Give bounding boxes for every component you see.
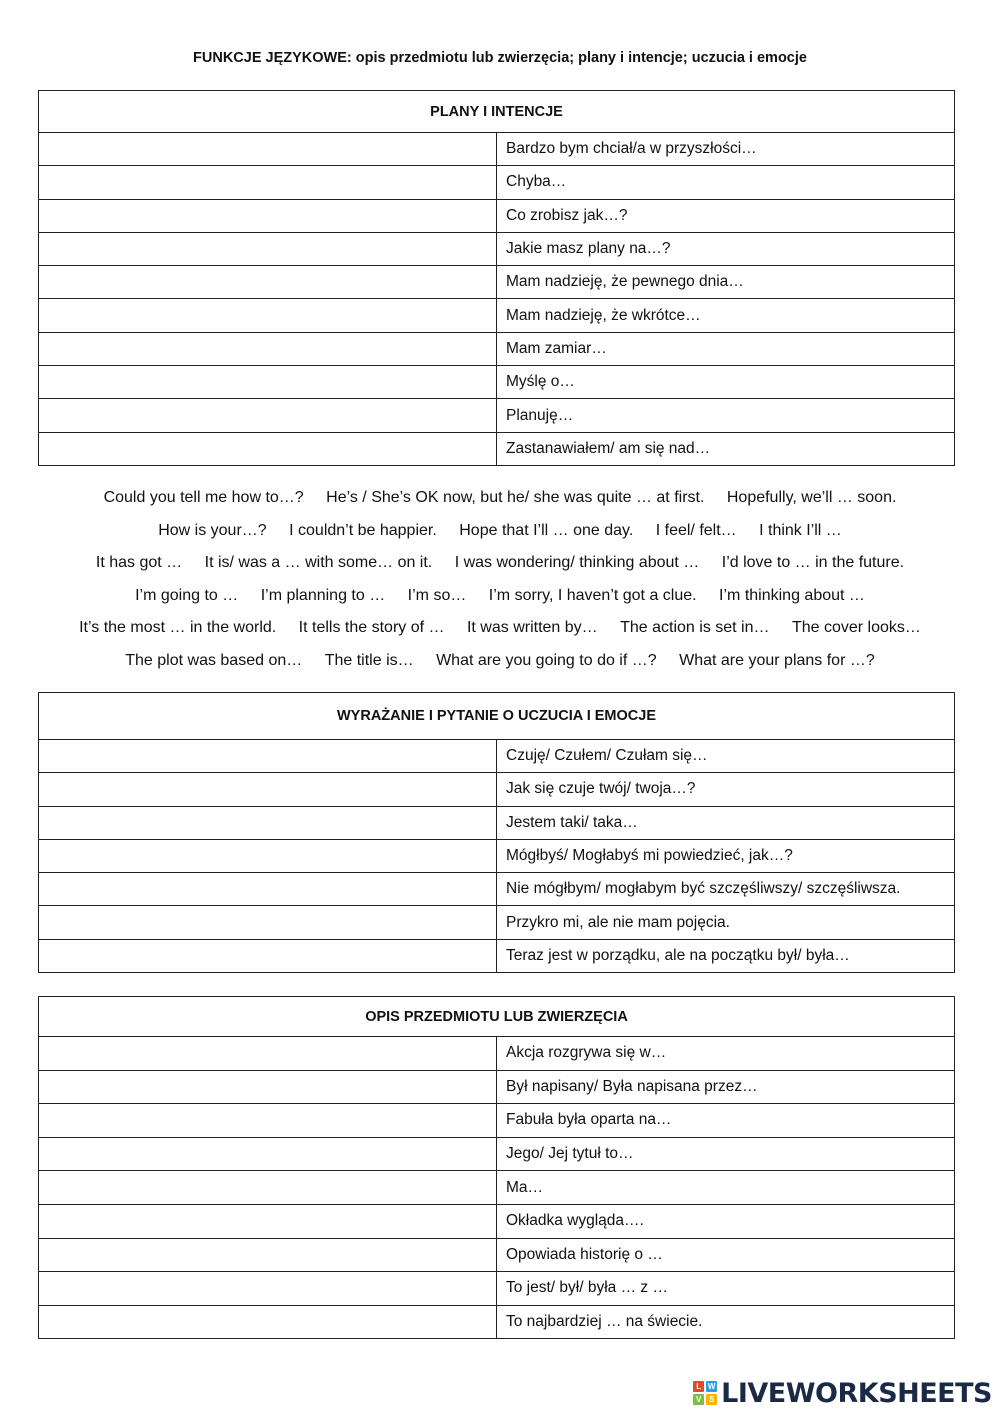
phrase-cell: Co zrobisz jak…? <box>497 199 955 232</box>
table-row <box>39 939 955 972</box>
table-row <box>39 1305 955 1339</box>
word-bank-line <box>0 515 1000 548</box>
word-bank-phrase[interactable]: I was wondering/ thinking about … <box>454 554 700 572</box>
word-bank-phrase[interactable]: The action is set in… <box>620 619 770 637</box>
phrase-cell: To jest/ był/ była … z … <box>497 1272 955 1306</box>
phrase-cell: Opowiada historię o … <box>497 1238 955 1272</box>
answer-cell[interactable] <box>39 199 497 232</box>
word-bank-phrase[interactable]: Hope that I’ll … one day. <box>459 521 634 539</box>
answer-cell[interactable] <box>39 1171 497 1205</box>
phrase-cell: Zastanawiałem/ am się nad… <box>497 432 955 465</box>
table-row <box>39 1204 955 1238</box>
word-bank-phrase[interactable]: Could you tell me how to…? <box>103 489 304 506</box>
phrase-cell: Bardzo bym chciał/a w przyszłości… <box>497 133 955 166</box>
phrase-cell: Nie mógłbym/ mogłabym być szczęśliwszy/ szczęśliwsza. <box>497 873 955 906</box>
logo-block: V <box>693 1394 704 1405</box>
phrase-cell: Czuję/ Czułem/ Czułam się… <box>497 740 955 773</box>
phrase-cell: Akcja rozgrywa się w… <box>497 1037 955 1071</box>
phrase-cell: Mógłbyś/ Mogłabyś mi powiedzieć, jak…? <box>497 839 955 872</box>
logo-block: S <box>706 1394 717 1405</box>
table-row <box>39 266 955 299</box>
word-bank-phrase[interactable]: It is/ was a … with some… on it. <box>204 554 433 572</box>
word-bank-phrase[interactable]: I’m sorry, I haven’t got a clue. <box>488 586 697 604</box>
logo-block: L <box>693 1381 704 1392</box>
answer-cell[interactable] <box>39 266 497 299</box>
word-bank-phrase[interactable]: I’m so… <box>407 586 467 604</box>
answer-cell[interactable] <box>39 1204 497 1238</box>
table-row <box>39 1104 955 1138</box>
word-bank-phrase[interactable]: I’d love to … in the future. <box>721 554 905 572</box>
description-table <box>38 996 955 1339</box>
phrase-cell: Przykro mi, ale nie mam pojęcia. <box>497 906 955 939</box>
phrase-cell: Jego/ Jej tytuł to… <box>497 1137 955 1171</box>
answer-cell[interactable] <box>39 133 497 166</box>
table-row <box>39 133 955 166</box>
word-bank-phrase[interactable]: What are your plans for …? <box>679 651 875 669</box>
answer-cell[interactable] <box>39 432 497 465</box>
phrase-cell: Mam nadzieję, że pewnego dnia… <box>497 266 955 299</box>
word-bank-line <box>0 482 1000 515</box>
table-row <box>39 232 955 265</box>
answer-cell[interactable] <box>39 1137 497 1171</box>
table-row <box>39 199 955 232</box>
answer-cell[interactable] <box>39 232 497 265</box>
word-bank-phrase[interactable]: What are you going to do if …? <box>436 651 657 669</box>
word-bank-line <box>0 547 1000 580</box>
liveworksheets-logo[interactable] <box>693 1376 992 1410</box>
page-title: FUNKCJE JĘZYKOWE: opis przedmiotu lub zwierzęcia; plany i intencje; uczucia i emocje <box>193 50 807 66</box>
phrase-cell: To najbardziej … na świecie. <box>497 1305 955 1339</box>
table-row <box>39 1070 955 1104</box>
table-row <box>39 166 955 199</box>
word-bank-phrase[interactable]: It was written by… <box>466 619 598 637</box>
answer-cell[interactable] <box>39 1272 497 1306</box>
answer-cell[interactable] <box>39 1238 497 1272</box>
word-bank-phrase[interactable]: He’s / She’s OK now, but he/ she was quite … at first. <box>326 489 705 506</box>
word-bank-phrase[interactable]: I’m thinking about … <box>719 586 865 604</box>
logo-blocks-icon <box>693 1381 717 1405</box>
answer-cell[interactable] <box>39 773 497 806</box>
answer-cell[interactable] <box>39 332 497 365</box>
phrase-cell: Był napisany/ Była napisana przez… <box>497 1070 955 1104</box>
table-row <box>39 1137 955 1171</box>
word-bank-line <box>0 612 1000 645</box>
answer-cell[interactable] <box>39 1037 497 1071</box>
word-bank-phrase[interactable]: How is your…? <box>158 521 267 539</box>
phrase-cell: Jakie masz plany na…? <box>497 232 955 265</box>
answer-cell[interactable] <box>39 299 497 332</box>
word-bank-phrase[interactable]: It’s the most … in the world. <box>79 619 277 637</box>
phrase-cell: Ma… <box>497 1171 955 1205</box>
phrase-cell: Planuję… <box>497 399 955 432</box>
word-bank-line <box>0 645 1000 678</box>
answer-cell[interactable] <box>39 366 497 399</box>
section-heading: PLANY I INTENCJE <box>39 91 955 133</box>
table-row <box>39 906 955 939</box>
word-bank-phrase[interactable]: The title is… <box>324 651 414 669</box>
table-row <box>39 399 955 432</box>
word-bank-line <box>0 580 1000 613</box>
answer-cell[interactable] <box>39 939 497 972</box>
phrase-cell: Mam zamiar… <box>497 332 955 365</box>
answer-cell[interactable] <box>39 166 497 199</box>
word-bank-phrase[interactable]: The cover looks… <box>791 619 921 637</box>
table-row <box>39 773 955 806</box>
table-row <box>39 839 955 872</box>
answer-cell[interactable] <box>39 399 497 432</box>
feelings-table <box>38 692 955 973</box>
answer-cell[interactable] <box>39 839 497 872</box>
answer-cell[interactable] <box>39 1305 497 1339</box>
table-row <box>39 740 955 773</box>
word-bank-phrase[interactable]: I’m planning to … <box>260 586 386 604</box>
table-row <box>39 1238 955 1272</box>
phrase-cell: Jestem taki/ taka… <box>497 806 955 839</box>
answer-cell[interactable] <box>39 1104 497 1138</box>
phrase-cell: Myślę o… <box>497 366 955 399</box>
word-bank <box>0 482 1000 678</box>
word-bank-phrase[interactable]: I’m going to … <box>135 586 239 604</box>
word-bank-phrase[interactable]: I couldn’t be happier. <box>289 521 437 539</box>
section-heading: WYRAŻANIE I PYTANIE O UCZUCIA I EMOCJE <box>39 693 955 740</box>
phrase-cell: Chyba… <box>497 166 955 199</box>
table-row <box>39 873 955 906</box>
table-row <box>39 1037 955 1071</box>
logo-text: LIVEWORKSHEETS <box>721 1377 992 1409</box>
phrase-cell: Mam nadzieję, że wkrótce… <box>497 299 955 332</box>
answer-cell[interactable] <box>39 906 497 939</box>
plans-table <box>38 90 955 466</box>
word-bank-phrase[interactable]: Hopefully, we’ll … soon. <box>726 489 897 506</box>
word-bank-phrase[interactable]: I think I’ll … <box>759 521 842 539</box>
table-row <box>39 806 955 839</box>
table-row <box>39 1272 955 1306</box>
word-bank-phrase[interactable]: It tells the story of … <box>298 619 445 637</box>
answer-cell[interactable] <box>39 1070 497 1104</box>
answer-cell[interactable] <box>39 806 497 839</box>
word-bank-phrase[interactable]: I feel/ felt… <box>655 521 737 539</box>
table-row <box>39 299 955 332</box>
table-row <box>39 1171 955 1205</box>
table-row <box>39 366 955 399</box>
logo-block: W <box>707 1382 716 1391</box>
phrase-cell: Okładka wygląda…. <box>497 1204 955 1238</box>
phrase-cell: Fabuła była oparta na… <box>497 1104 955 1138</box>
word-bank-phrase[interactable]: It has got … <box>95 554 183 572</box>
section-heading: OPIS PRZEDMIOTU LUB ZWIERZĘCIA <box>39 997 955 1037</box>
phrase-cell: Jak się czuje twój/ twoja…? <box>497 773 955 806</box>
table-row <box>39 332 955 365</box>
table-row <box>39 432 955 465</box>
phrase-cell: Teraz jest w porządku, ale na początku był/ była… <box>497 939 955 972</box>
word-bank-phrase[interactable]: The plot was based on… <box>125 651 303 669</box>
answer-cell[interactable] <box>39 873 497 906</box>
answer-cell[interactable] <box>39 740 497 773</box>
